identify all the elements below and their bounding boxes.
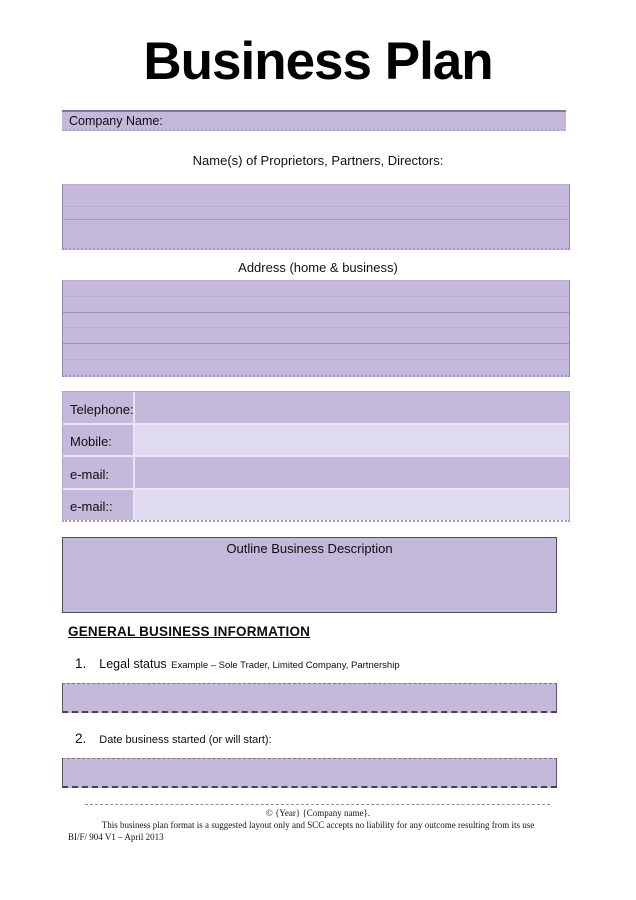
- table-row: [63, 490, 569, 521]
- page-title: Business Plan: [143, 32, 493, 91]
- email2-input[interactable]: [135, 490, 569, 521]
- mobile-input[interactable]: [135, 425, 569, 456]
- item-number: 2.: [75, 731, 87, 746]
- company-name-field[interactable]: [62, 110, 566, 131]
- table-row: [63, 425, 569, 458]
- proprietors-row[interactable]: [63, 207, 569, 220]
- address-row[interactable]: [63, 313, 569, 329]
- legal-status-label: Legal status: [99, 657, 167, 671]
- legal-status-item: [75, 655, 400, 673]
- proprietors-row[interactable]: [63, 185, 569, 207]
- footer-divider: [85, 804, 550, 805]
- email-input[interactable]: [135, 457, 569, 488]
- outline-description-heading: Outline Business Description: [226, 541, 393, 556]
- telephone-label: Telephone:: [63, 392, 135, 423]
- legal-status-input[interactable]: [62, 683, 557, 713]
- footer-disclaimer: This business plan format is a suggested layout only and SCC accepts no liability for any outcome resulting from its use: [101, 820, 535, 830]
- address-row[interactable]: [63, 281, 569, 297]
- address-heading: Address (home & business): [238, 260, 398, 275]
- proprietors-input-box: [62, 184, 570, 250]
- date-started-item: [75, 730, 272, 748]
- address-row[interactable]: [63, 344, 569, 360]
- contact-table: [62, 391, 570, 522]
- table-row: [63, 392, 569, 425]
- item-number: 1.: [75, 656, 87, 671]
- telephone-input[interactable]: [135, 392, 569, 423]
- address-row[interactable]: [63, 297, 569, 313]
- date-started-input[interactable]: [62, 758, 557, 788]
- address-input-box: [62, 280, 570, 377]
- address-row[interactable]: [63, 360, 569, 375]
- email-label: e-mail:: [63, 457, 135, 488]
- legal-status-hint: Example – Sole Trader, Limited Company, Partnership: [171, 660, 400, 671]
- mobile-label: Mobile:: [63, 425, 135, 456]
- proprietors-heading: Name(s) of Proprietors, Partners, Directors:: [192, 153, 444, 168]
- email2-label: e-mail::: [63, 490, 135, 521]
- address-row[interactable]: [63, 328, 569, 344]
- proprietors-row[interactable]: [63, 220, 569, 248]
- footer-reference: BI/F/ 904 V1 – April 2013: [68, 832, 164, 842]
- company-name-label: Company Name:: [69, 113, 163, 128]
- outline-description-input[interactable]: [62, 537, 557, 613]
- date-started-label: Date business started (or will start):: [99, 734, 272, 746]
- footer-copyright: © {Year} {Company name}.: [265, 808, 371, 818]
- table-row: [63, 457, 569, 490]
- general-info-heading: GENERAL BUSINESS INFORMATION: [68, 624, 311, 639]
